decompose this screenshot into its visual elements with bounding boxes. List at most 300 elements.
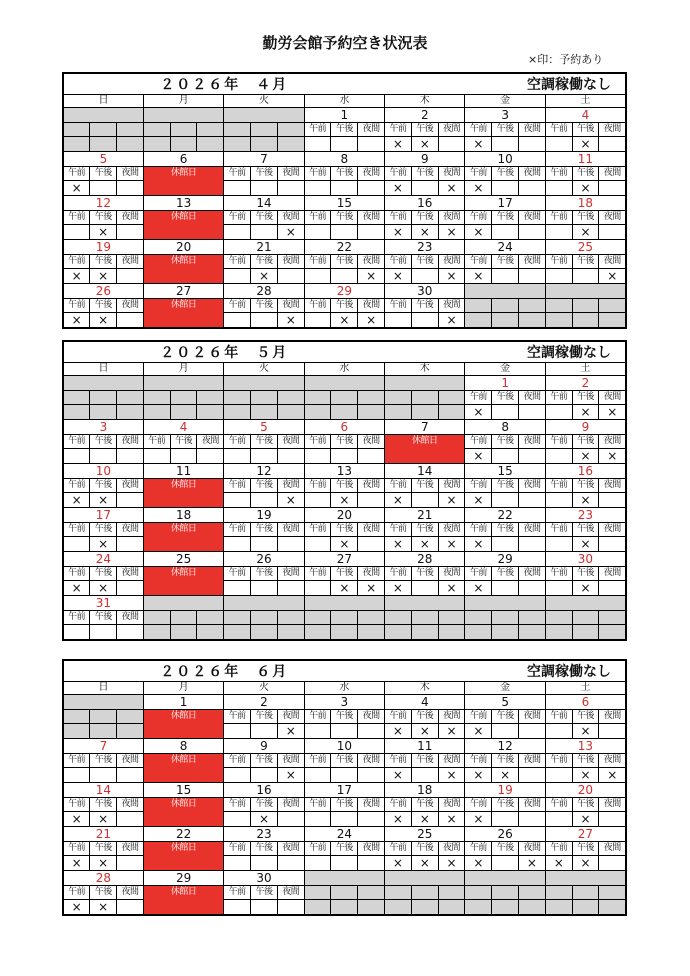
slot-label: 午前 [63, 798, 90, 812]
slot-label: 夜間 [277, 842, 304, 856]
empty-slot [304, 625, 331, 641]
available-slot [385, 313, 412, 329]
available-slot [358, 181, 385, 196]
empty-slot [465, 625, 492, 641]
slot-label: 夜間 [117, 299, 144, 313]
date-number: 15 [143, 783, 223, 798]
empty-slot [599, 625, 626, 641]
closed-day-fill [143, 225, 223, 240]
available-slot [545, 269, 572, 284]
slot-label: 夜間 [599, 798, 626, 812]
empty-slot [224, 137, 251, 152]
date-number: 23 [224, 827, 304, 842]
slot-label: 午前 [465, 255, 492, 269]
slot-label: 夜間 [358, 167, 385, 181]
date-number: 11 [545, 152, 626, 167]
empty-slot [465, 900, 492, 916]
available-slot [304, 313, 331, 329]
slot-label: 夜間 [599, 435, 626, 449]
slot-label: 午前 [545, 211, 572, 225]
date-number: 1 [143, 695, 223, 710]
date-number: 4 [143, 420, 223, 435]
mark-row [63, 181, 626, 196]
available-slot [331, 137, 358, 152]
month-table [62, 659, 627, 916]
empty-slot [599, 886, 626, 900]
slot-label: 午後 [331, 255, 358, 269]
reserved-mark: × [90, 269, 117, 284]
available-slot [519, 269, 546, 284]
page-title: 勤労会館予約空き状況表 [262, 34, 428, 52]
available-slot [492, 856, 519, 871]
slot-label: 午後 [492, 479, 519, 493]
date-number: 2 [545, 376, 626, 391]
reserved-mark: × [465, 181, 492, 196]
reserved-mark: × [63, 269, 90, 284]
date-row [63, 284, 626, 299]
available-slot [224, 537, 251, 552]
mark-row [63, 537, 626, 552]
empty-slot [465, 611, 492, 625]
slot-label: 午前 [63, 523, 90, 537]
available-slot [63, 225, 90, 240]
slot-label: 午後 [492, 710, 519, 724]
empty-slot [519, 625, 546, 641]
available-slot [224, 313, 251, 329]
slot-label: 夜間 [117, 611, 144, 625]
mark-row [63, 900, 626, 916]
date-number: 12 [224, 464, 304, 479]
available-slot [492, 405, 519, 420]
slot-label: 夜間 [197, 435, 224, 449]
empty-day [143, 108, 223, 123]
empty-day [385, 376, 465, 391]
empty-slot [385, 405, 412, 420]
available-slot [331, 449, 358, 464]
date-number: 26 [224, 552, 304, 567]
date-number: 8 [143, 739, 223, 754]
slot-label: 午前 [385, 123, 412, 137]
slot-label: 夜間 [519, 123, 546, 137]
available-slot [358, 449, 385, 464]
slot-label: 午前 [545, 842, 572, 856]
closed-day-fill [143, 181, 223, 196]
empty-day [304, 871, 384, 886]
slot-label: 午後 [90, 754, 117, 768]
available-slot [117, 768, 144, 783]
slot-label: 夜間 [599, 754, 626, 768]
date-number: 16 [545, 464, 626, 479]
available-slot [545, 537, 572, 552]
reserved-mark: × [90, 313, 117, 329]
month-calendar [62, 659, 627, 916]
slot-label: 午前 [304, 798, 331, 812]
available-slot [277, 581, 304, 596]
weekday-label: 日 [63, 95, 143, 108]
date-number: 20 [304, 508, 384, 523]
slot-label: 午後 [331, 842, 358, 856]
slot-label: 午前 [224, 567, 251, 581]
empty-slot [519, 299, 546, 313]
reserved-mark: × [572, 493, 599, 508]
empty-slot [143, 137, 170, 152]
closed-day-badge: 休館日 [143, 710, 223, 724]
slot-label: 午前 [63, 167, 90, 181]
legend-note: ×印：予約あり [528, 53, 604, 66]
empty-slot [599, 299, 626, 313]
slot-row [63, 710, 626, 724]
date-number: 28 [224, 284, 304, 299]
slot-label: 午後 [492, 842, 519, 856]
slot-label: 午後 [251, 567, 278, 581]
slot-label: 午後 [572, 842, 599, 856]
date-number: 13 [143, 196, 223, 211]
empty-slot [90, 710, 117, 724]
available-slot [224, 768, 251, 783]
available-slot [492, 181, 519, 196]
weekday-label: 日 [63, 363, 143, 376]
empty-slot [599, 611, 626, 625]
reserved-mark: × [63, 181, 90, 196]
reserved-mark: × [438, 856, 465, 871]
slot-row [63, 167, 626, 181]
slot-label: 夜間 [358, 123, 385, 137]
available-slot [519, 449, 546, 464]
date-number: 16 [385, 196, 465, 211]
empty-slot [251, 405, 278, 420]
empty-slot [304, 405, 331, 420]
slot-label: 夜間 [277, 567, 304, 581]
slot-label: 午前 [545, 754, 572, 768]
slot-label: 夜間 [519, 391, 546, 405]
empty-slot [331, 886, 358, 900]
reserved-mark: × [465, 581, 492, 596]
slot-label: 夜間 [438, 479, 465, 493]
reserved-mark: × [438, 581, 465, 596]
date-number: 6 [545, 695, 626, 710]
available-slot [545, 724, 572, 739]
date-number: 17 [465, 196, 545, 211]
weekday-label: 月 [143, 682, 223, 695]
empty-slot [143, 391, 170, 405]
empty-slot [143, 123, 170, 137]
closed-day-fill [143, 768, 223, 783]
mark-row [63, 137, 626, 152]
empty-slot [251, 123, 278, 137]
reserved-mark: × [572, 537, 599, 552]
available-slot [304, 181, 331, 196]
empty-slot [331, 625, 358, 641]
slot-label: 午後 [90, 211, 117, 225]
slot-label: 夜間 [438, 567, 465, 581]
date-row [63, 376, 626, 391]
empty-day [465, 871, 545, 886]
empty-slot [438, 405, 465, 420]
slot-label: 午前 [545, 479, 572, 493]
weekday-label: 金 [465, 363, 545, 376]
weekday-row [63, 682, 626, 695]
slot-row [63, 123, 626, 137]
slot-label: 午前 [465, 435, 492, 449]
empty-slot [411, 900, 438, 916]
month-calendar [62, 72, 627, 329]
slot-label: 夜間 [519, 167, 546, 181]
date-number: 30 [545, 552, 626, 567]
available-slot [224, 581, 251, 596]
date-number: 5 [63, 152, 143, 167]
closed-day-fill [143, 313, 223, 329]
date-number: 10 [465, 152, 545, 167]
empty-slot [90, 123, 117, 137]
slot-label: 夜間 [438, 123, 465, 137]
available-slot [492, 581, 519, 596]
available-slot [519, 768, 546, 783]
reserved-mark: × [331, 493, 358, 508]
month-title: ２０２６年 ６月 [63, 660, 385, 682]
available-slot [358, 137, 385, 152]
weekday-label: 水 [304, 682, 384, 695]
available-slot [224, 225, 251, 240]
reserved-mark: × [358, 581, 385, 596]
slot-label: 午後 [170, 435, 197, 449]
empty-slot [545, 313, 572, 329]
date-number: 21 [224, 240, 304, 255]
date-number: 20 [545, 783, 626, 798]
date-number: 28 [63, 871, 143, 886]
mark-row [63, 724, 626, 739]
slot-label: 午前 [304, 211, 331, 225]
empty-slot [358, 900, 385, 916]
empty-slot [572, 299, 599, 313]
reserved-mark: × [438, 269, 465, 284]
reserved-mark: × [572, 581, 599, 596]
empty-slot [117, 123, 144, 137]
slot-label: 午後 [251, 798, 278, 812]
slot-row [63, 798, 626, 812]
slot-label: 午後 [411, 842, 438, 856]
weekday-label: 土 [545, 682, 626, 695]
slot-row [63, 299, 626, 313]
slot-label: 夜間 [277, 167, 304, 181]
empty-day [224, 376, 304, 391]
slot-label: 夜間 [117, 523, 144, 537]
available-slot [545, 137, 572, 152]
available-slot [519, 537, 546, 552]
available-slot [63, 768, 90, 783]
closed-day-badge: 休館日 [143, 754, 223, 768]
slot-label: 午後 [411, 479, 438, 493]
available-slot [411, 269, 438, 284]
slot-label: 夜間 [358, 798, 385, 812]
date-number: 11 [385, 739, 465, 754]
date-number: 8 [304, 152, 384, 167]
mark-row [63, 812, 626, 827]
available-slot [411, 313, 438, 329]
slot-label: 午後 [492, 435, 519, 449]
available-slot [251, 493, 278, 508]
slot-label: 午後 [411, 123, 438, 137]
weekday-label: 日 [63, 682, 143, 695]
available-slot [251, 856, 278, 871]
available-slot [572, 269, 599, 284]
slot-label: 午前 [385, 754, 412, 768]
available-slot [304, 581, 331, 596]
reserved-mark: × [438, 768, 465, 783]
slot-label: 午前 [385, 842, 412, 856]
reserved-mark: × [63, 812, 90, 827]
available-slot [304, 812, 331, 827]
empty-slot [143, 405, 170, 420]
available-slot [224, 856, 251, 871]
slot-label: 午前 [545, 798, 572, 812]
weekday-label: 木 [385, 363, 465, 376]
available-slot [117, 269, 144, 284]
empty-slot [117, 391, 144, 405]
date-number: 21 [63, 827, 143, 842]
empty-day [545, 596, 626, 611]
available-slot [331, 225, 358, 240]
reserved-mark: × [545, 856, 572, 871]
empty-slot [63, 405, 90, 420]
empty-slot [385, 391, 412, 405]
slot-label: 午後 [90, 479, 117, 493]
date-number: 3 [63, 420, 143, 435]
reserved-mark: × [572, 856, 599, 871]
available-slot [545, 812, 572, 827]
slot-label: 午後 [411, 754, 438, 768]
slot-label: 午後 [331, 211, 358, 225]
slot-label: 夜間 [277, 886, 304, 900]
reserved-mark: × [90, 581, 117, 596]
closed-day-badge: 休館日 [143, 567, 223, 581]
empty-slot [304, 611, 331, 625]
reserved-mark: × [465, 768, 492, 783]
empty-slot [572, 625, 599, 641]
empty-slot [599, 313, 626, 329]
empty-slot [251, 391, 278, 405]
empty-slot [197, 137, 224, 152]
date-number: 13 [545, 739, 626, 754]
slot-label: 午前 [224, 710, 251, 724]
slot-label: 夜間 [438, 299, 465, 313]
date-number: 1 [304, 108, 384, 123]
empty-slot [545, 611, 572, 625]
available-slot [545, 449, 572, 464]
slot-row [63, 211, 626, 225]
date-number: 21 [385, 508, 465, 523]
slot-label: 夜間 [599, 211, 626, 225]
empty-slot [358, 405, 385, 420]
available-slot [599, 537, 626, 552]
empty-slot [438, 611, 465, 625]
slot-label: 午前 [545, 123, 572, 137]
available-slot [251, 225, 278, 240]
weekday-label: 金 [465, 95, 545, 108]
slot-label: 夜間 [438, 842, 465, 856]
slot-label: 午前 [224, 299, 251, 313]
available-slot [117, 181, 144, 196]
available-slot [63, 537, 90, 552]
slot-label: 午前 [224, 798, 251, 812]
empty-slot [90, 137, 117, 152]
slot-label: 午前 [143, 435, 170, 449]
available-slot [411, 493, 438, 508]
date-number: 22 [304, 240, 384, 255]
empty-slot [117, 724, 144, 739]
available-slot [117, 493, 144, 508]
reserved-mark: × [599, 449, 626, 464]
slot-label: 夜間 [599, 167, 626, 181]
available-slot [251, 724, 278, 739]
available-slot [304, 225, 331, 240]
empty-slot [492, 611, 519, 625]
empty-slot [170, 405, 197, 420]
slot-label: 午後 [492, 123, 519, 137]
month-table [62, 340, 627, 641]
slot-label: 夜間 [117, 886, 144, 900]
mark-row [63, 856, 626, 871]
date-number: 16 [224, 783, 304, 798]
slot-label: 午後 [331, 567, 358, 581]
available-slot [545, 181, 572, 196]
date-number: 19 [63, 240, 143, 255]
month-header [63, 660, 626, 682]
reserved-mark: × [385, 181, 412, 196]
weekday-label: 火 [224, 363, 304, 376]
slot-label: 午前 [385, 211, 412, 225]
empty-slot [331, 611, 358, 625]
empty-slot [545, 900, 572, 916]
slot-label: 午後 [572, 754, 599, 768]
empty-slot [358, 625, 385, 641]
date-number: 29 [465, 552, 545, 567]
slot-label: 午前 [304, 479, 331, 493]
slot-label: 午後 [90, 255, 117, 269]
available-slot [358, 225, 385, 240]
mark-row [63, 581, 626, 596]
empty-slot [304, 391, 331, 405]
available-slot [599, 181, 626, 196]
weekday-label: 金 [465, 682, 545, 695]
date-number: 20 [143, 240, 223, 255]
slot-row [63, 391, 626, 405]
mark-row [63, 405, 626, 420]
empty-slot [438, 886, 465, 900]
empty-slot [492, 625, 519, 641]
empty-slot [251, 611, 278, 625]
slot-label: 午前 [63, 842, 90, 856]
slot-label: 午後 [572, 211, 599, 225]
weekday-label: 木 [385, 95, 465, 108]
empty-slot [465, 886, 492, 900]
slot-label: 午前 [304, 567, 331, 581]
empty-day [545, 284, 626, 299]
slot-label: 午後 [251, 435, 278, 449]
empty-slot [519, 886, 546, 900]
slot-label: 夜間 [117, 479, 144, 493]
empty-slot [224, 123, 251, 137]
reserved-mark: × [385, 856, 412, 871]
slot-label: 夜間 [438, 798, 465, 812]
date-row [63, 695, 626, 710]
weekday-label: 木 [385, 682, 465, 695]
slot-label: 午前 [465, 479, 492, 493]
slot-label: 午後 [411, 523, 438, 537]
month-calendar [62, 340, 627, 641]
empty-day [143, 596, 223, 611]
available-slot [331, 181, 358, 196]
slot-label: 午後 [331, 479, 358, 493]
